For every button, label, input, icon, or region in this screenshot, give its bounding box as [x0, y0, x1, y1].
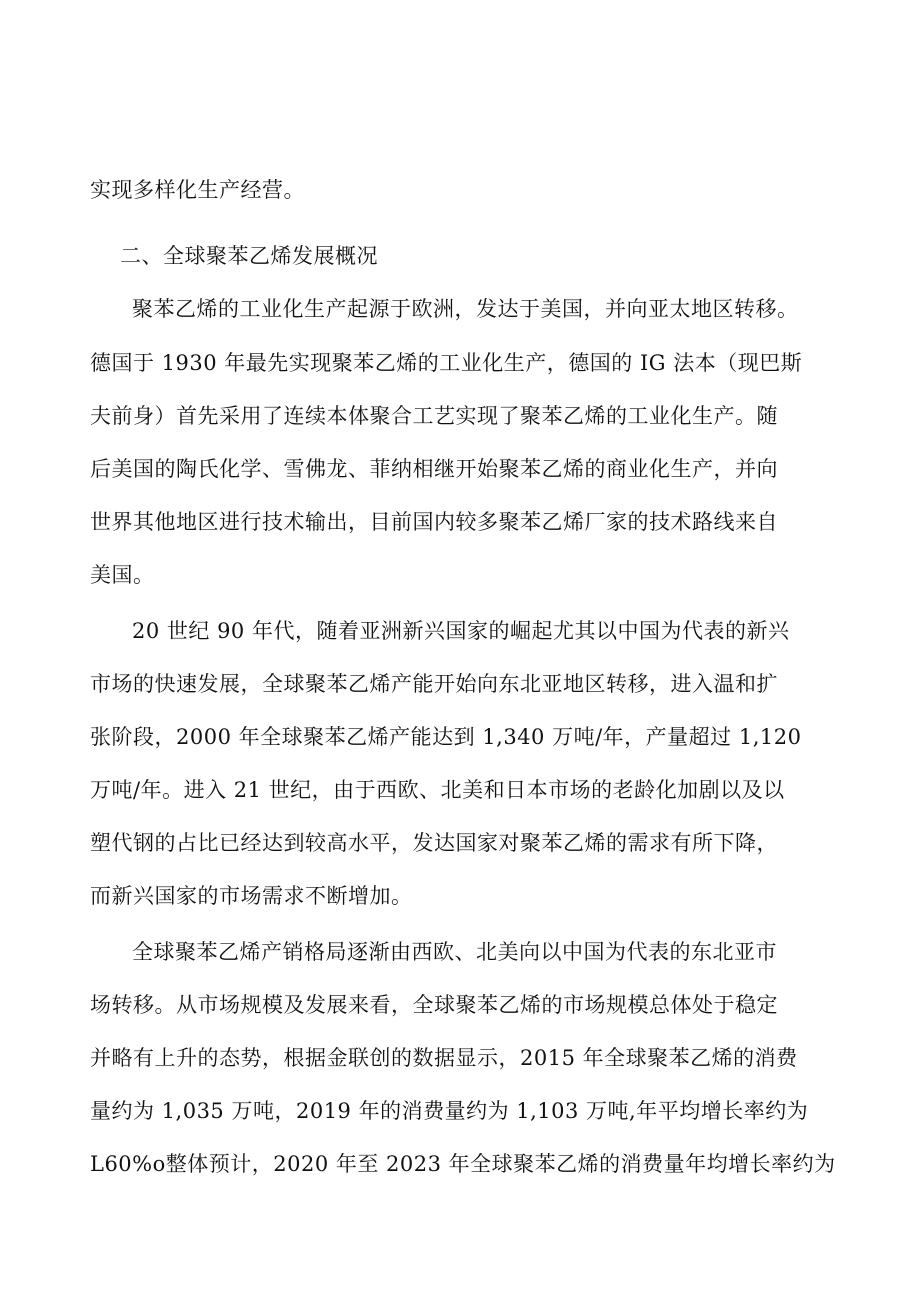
paragraph-line: 美国。 — [90, 563, 155, 587]
paragraph-line: 市场的快速发展，全球聚苯乙烯产能开始向东北亚地区转移，进入温和扩 — [90, 672, 778, 696]
paragraph-line: 全球聚苯乙烯产销格局逐渐由西欧、北美向以中国为代表的东北亚市 — [132, 940, 777, 964]
paragraph-line: 塑代钢的占比已经达到较高水平，发达国家对聚苯乙烯的需求有所下降， — [90, 831, 778, 855]
paragraph-line: 德国于 1930 年最先实现聚苯乙烯的工业化生产，德国的 IG 法本（现巴斯 — [90, 351, 803, 375]
paragraph-line: 后美国的陶氏化学、雪佛龙、菲纳相继开始聚苯乙烯的商业化生产，并向 — [90, 457, 778, 481]
paragraph-line: 夫前身）首先采用了连续本体聚合工艺实现了聚苯乙烯的工业化生产。随 — [90, 404, 778, 428]
section-heading: 二、全球聚苯乙烯发展概况 — [120, 244, 378, 268]
paragraph-line: 而新兴国家的市场需求不断增加。 — [90, 884, 413, 908]
paragraph-line: 实现多样化生产经营。 — [90, 178, 305, 202]
paragraph-line: 量约为 1,035 万吨，2019 年的消费量约为 1,103 万吨,年平均增长率约为 — [90, 1099, 809, 1123]
paragraph-line: 场转移。从市场规模及发展来看，全球聚苯乙烯的市场规模总体处于稳定 — [90, 993, 778, 1017]
paragraph-line: 聚苯乙烯的工业化生产起源于欧洲，发达于美国，并向亚太地区转移。 — [132, 297, 799, 321]
paragraph-line: 万吨/年。进入 21 世纪，由于西欧、北美和日本市场的老龄化加剧以及以 — [90, 778, 785, 802]
paragraph-line: 张阶段，2000 年全球聚苯乙烯产能达到 1,340 万吨/年，产量超过 1,120 — [90, 725, 802, 749]
paragraph-line: L60%o整体预计，2020 年至 2023 年全球聚苯乙烯的消费量年均增长率约为 — [90, 1152, 836, 1176]
paragraph-line: 并略有上升的态势，根据金联创的数据显示，2015 年全球聚苯乙烯的消费 — [90, 1046, 798, 1070]
paragraph-line: 世界其他地区进行技术输出，目前国内较多聚苯乙烯厂家的技术路线来自 — [90, 510, 778, 534]
paragraph-line: 20 世纪 90 年代，随着亚洲新兴国家的崛起尤其以中国为代表的新兴 — [132, 619, 790, 643]
